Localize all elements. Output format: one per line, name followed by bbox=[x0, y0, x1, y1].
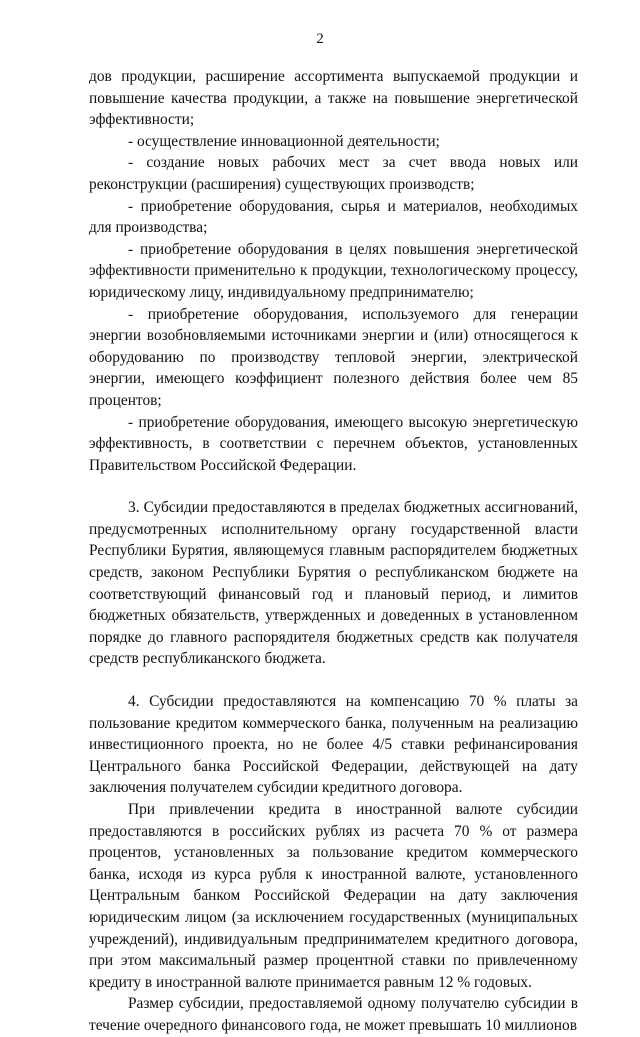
clause-3: 3. Субсидии предоставляются в пределах бюджетных ассигнований, предусмотренных исполнительному органу государственной власти Республики Бурятия, являющемуся главным распорядителем бюджетных средств, законом Республики Бурятия о республиканском бюджете на соответствующий финансовый год и плановый период, и лимитов бюджетных обязательств, утвержденных и доведенных в установленном порядке до главного распорядителя бюджетных средств как получателя средств республиканского бюджета. bbox=[89, 499, 578, 668]
document-body bbox=[89, 66, 578, 1037]
list-item-equipment-materials: - приобретение оборудования, сырья и материалов, необходимых для производства; bbox=[89, 197, 578, 237]
paragraph-continuation: дов продукции, расширение ассортимента выпускаемой продукции и повышение качества продукции, а также на повышение энергетической эффективности; bbox=[89, 68, 578, 129]
list-item-innovation: - осуществление инновационной деятельности; bbox=[128, 132, 440, 150]
list-item-energy-efficiency-equipment: - приобретение оборудования в целях повышения энергетической эффективности применительно к продукции, технологическому процессу, юридическому лицу, индивидуальному предпринимателю; bbox=[89, 240, 578, 301]
paragraph-foreign-currency: При привлечении кредита в иностранной валюте субсидии предоставляются в российских рублях из расчета 70 % от размера процентов, установленных за пользование кредитом коммерческого банка, исходя из курса рубля к иностранной валюте, установленного Центральным банком Российской Федерации на дату заключения юридическим лицом (за исключением государственных (муниципальных учреждений), индивидуальным предпринимателем кредитного договора, при этом максимальный размер процентной ставки по привлеченному кредиту в иностранной валюте принимается равным 12 % годовых. bbox=[89, 801, 578, 991]
list-item-new-jobs: - создание новых рабочих мест за счет ввода новых или реконструкции (расширения) существующих производств; bbox=[89, 154, 578, 193]
page-number: 2 bbox=[316, 31, 324, 47]
clause-4: 4. Субсидии предоставляются на компенсацию 70 % платы за пользование кредитом коммерческого банка, полученным на реализацию инвестиционного проекта, но не более 4/5 ставки рефинансирования Центрального банка Российской Федерации, действующей на дату заключения получателем субсидии кредитного договора. bbox=[89, 693, 578, 797]
list-item-high-efficiency-equipment: - приобретение оборудования, имеющего высокую энергетическую эффективность, в соответствии с перечнем объектов, установленных Правительством Российской Федерации. bbox=[89, 413, 578, 474]
paragraph-subsidy-limit: Размер субсидии, предоставляемой одному получателю субсидии в течение очередного финансового года, не может превышать 10 миллионов bbox=[89, 995, 578, 1034]
list-item-renewable-energy-equipment: - приобретение оборудования, используемого для генерации энергии возобновляемыми источниками энергии и (или) относящегося к оборудованию по производству тепловой энергии, электрической энергии, имеющего коэффициент полезного действия более чем 85 процентов; bbox=[89, 305, 578, 409]
